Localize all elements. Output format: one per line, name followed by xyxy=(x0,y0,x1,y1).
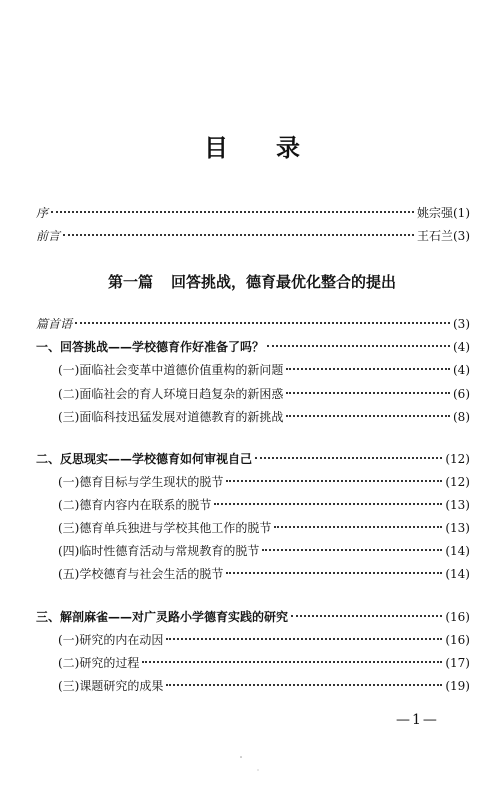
toc-entry-label: 序 xyxy=(36,206,49,220)
toc-entry-label: 二、反思现实——学校德育如何审视自己 xyxy=(36,452,253,466)
toc-entry-label: (二)德育内容内在联系的脱节 xyxy=(58,498,212,512)
page-number: —1— xyxy=(396,712,439,728)
toc-entry-page: (6) xyxy=(453,387,470,401)
toc-entry-page: (13) xyxy=(445,498,470,512)
toc-entry-label: 一、回答挑战——学校德育作好准备了吗？ xyxy=(36,340,265,354)
title-char-1: 目 xyxy=(204,134,228,162)
toc-entry-label: 篇首语 xyxy=(36,317,73,331)
toc-entry-page: (8) xyxy=(453,410,470,424)
toc-entry-page: (16) xyxy=(445,610,470,624)
toc-entry-page: (13) xyxy=(445,521,470,535)
toc-entry-author-page: 姚宗强(1) xyxy=(417,206,470,220)
toc-entry-label: (五)学校德育与社会生活的脱节 xyxy=(58,567,224,581)
toc-entry-label: (一)德育目标与学生现状的脱节 xyxy=(58,475,224,489)
toc-entry-label: (二)面临社会的育人环境日趋复杂的新困惑 xyxy=(58,387,284,401)
part-number: 第一篇 xyxy=(107,273,153,291)
toc-entry-label: (一)研究的内在动因 xyxy=(58,633,164,647)
toc-entry-page: (4) xyxy=(453,340,470,354)
toc-entry-author-page: 王石兰(3) xyxy=(417,229,470,243)
toc-entry-label: (三)面临科技迅猛发展对道德教育的新挑战 xyxy=(58,410,284,424)
toc-entry-page: (17) xyxy=(445,656,470,670)
toc-entry-page: (4) xyxy=(453,363,470,377)
toc-entry-page: (12) xyxy=(445,475,470,489)
toc-entry-label: (三)德育单兵独进与学校其他工作的脱节 xyxy=(58,521,272,535)
toc-entry-page: (14) xyxy=(445,544,470,558)
toc-entry-label: (三)课题研究的成果 xyxy=(58,679,164,693)
toc-entry-page: (14) xyxy=(445,567,470,581)
toc-entry-label: (一)面临社会变革中道德价值重构的新问题 xyxy=(58,363,284,377)
toc-entry-label: 三、解剖麻雀——对广灵路小学德育实践的研究 xyxy=(36,610,289,624)
toc-entry-label: (二)研究的过程 xyxy=(58,656,140,670)
toc-entry-label: 前言 xyxy=(36,229,61,243)
part-name: 回答挑战，德育最优化整合的提出 xyxy=(171,273,397,291)
toc-entry-page: (3) xyxy=(453,317,470,331)
toc-entry-page: (12) xyxy=(445,452,470,466)
toc-entry-page: (19) xyxy=(445,679,470,693)
title-char-2: 录 xyxy=(276,134,300,162)
toc-entry-page: (16) xyxy=(445,633,470,647)
toc-entry-label: (四)临时性德育活动与常规教育的脱节 xyxy=(58,544,260,558)
